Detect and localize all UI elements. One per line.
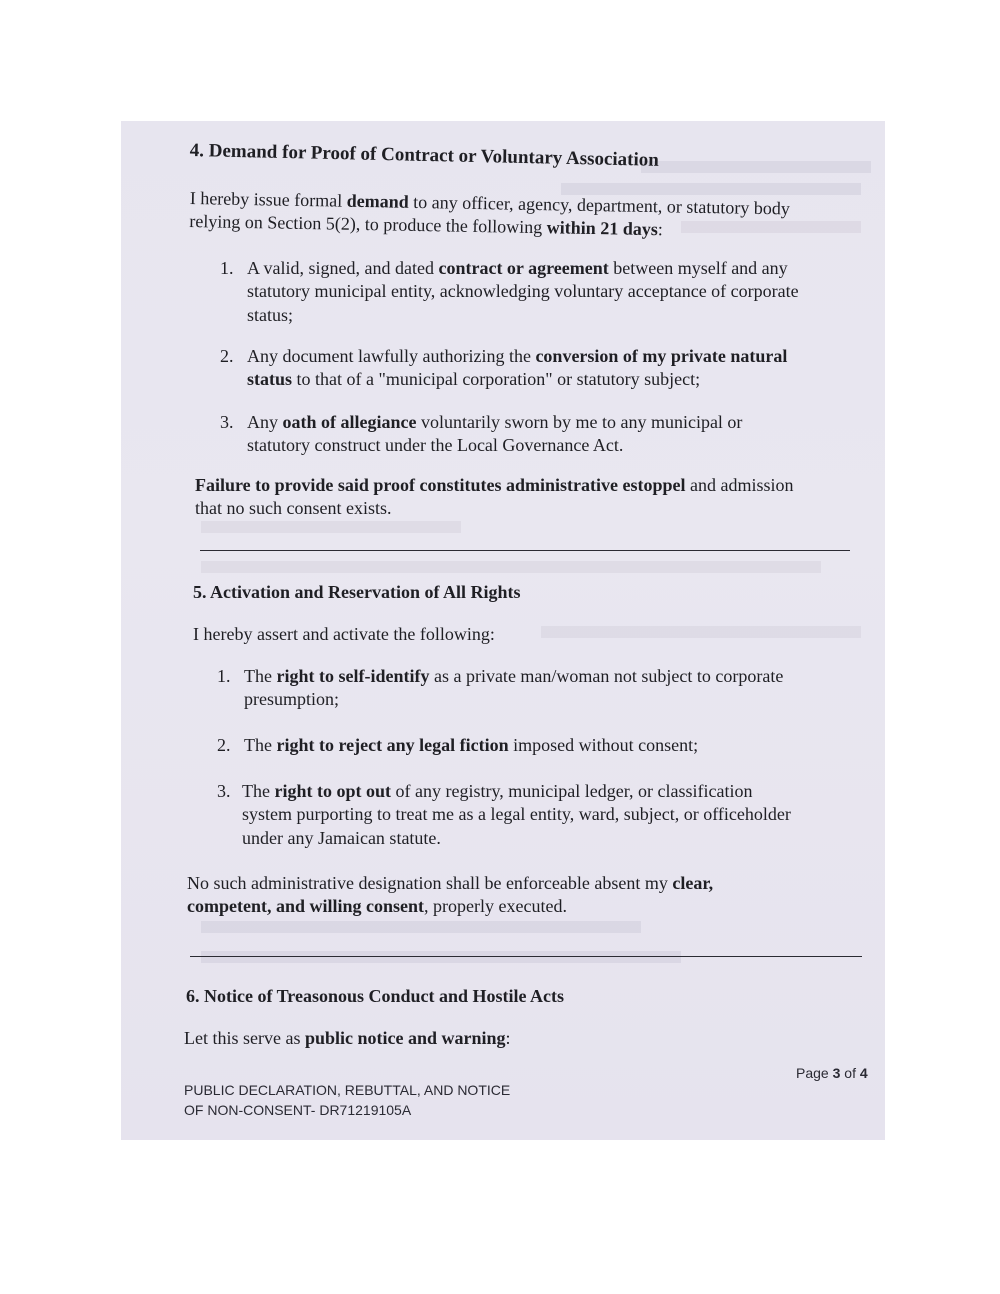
section-5-intro: I hereby assert and activate the following: — [193, 624, 495, 644]
footer-title-line-2: OF NON-CONSENT- DR71219105A — [184, 1101, 412, 1118]
section-divider — [190, 956, 862, 957]
section-6-intro: Let this serve as public notice and warning: — [184, 1028, 511, 1048]
section-4-heading: 4. Demand for Proof of Contract or Voluntary Association — [189, 139, 660, 171]
document-footer — [184, 1081, 510, 1120]
section-6-heading: 6. Notice of Treasonous Conduct and Hostile Acts — [186, 986, 565, 1006]
page-number: Page 3 of 4 — [796, 1065, 868, 1081]
section-5-heading: 5. Activation and Reservation of All Rights — [193, 582, 521, 602]
section-4-failure-note: Failure to provide said proof constitutes administrative estoppel and admission that no such consent exists. — [195, 475, 794, 519]
section-4-intro: I hereby issue formal demand to any officer, agency, department, or statutory body relying on Section 5(2), to produce the following within 21 days: — [189, 187, 791, 240]
section-divider — [200, 550, 850, 551]
footer-title-line-1: PUBLIC DECLARATION, REBUTTAL, AND NOTICE — [184, 1082, 511, 1098]
section-5-closing: No such administrative designation shall be enforceable absent my clear, competent, and willing consent, properly executed. — [187, 873, 714, 917]
document-page: 4. Demand for Proof of Contract or Voluntary Association I hereby issue formal demand to any officer, agency, department, or statutory body relying on Section 5(2), to produce the following within 21 days: 1. A valid, signed, and dated contract or agreement between myself and any statutory municipal entity, acknowledging voluntary acceptance of corporate status; 2. Any document lawfully authorizing the conversion of my private natural status to that of a "municipal corporation" or statutory subject; 3. Any oath of allegiance voluntarily sworn by me to any municipal or statutory construct under the Local Governance Act. Failure to provide said proof constitutes administrative estoppel and admission that no such consent exists. 5. Activation and Reservation of All Rights I hereby assert and activate the following: 1. The right to self-identify as a private man/woman not subject to corporate presumption; 2. The right to reject any legal fiction imposed without consent; 3. The right to opt out of any registry, municipal ledger, or classification system purporting to treat me as a legal entity, ward, subject, or officeholder under any Jamaican statute. No such administrative designation shall be enforceable absent my clear, competent, and willing consent, properly executed. 6. Notice of Treasonous Conduct and Hostile Acts Let this serve as public notice and warning: Page 3 of 4 PUBLIC DECLARATION, REBUTTAL, AND NOTICE OF NON-CONSENT- DR71219105A — [121, 121, 885, 1140]
